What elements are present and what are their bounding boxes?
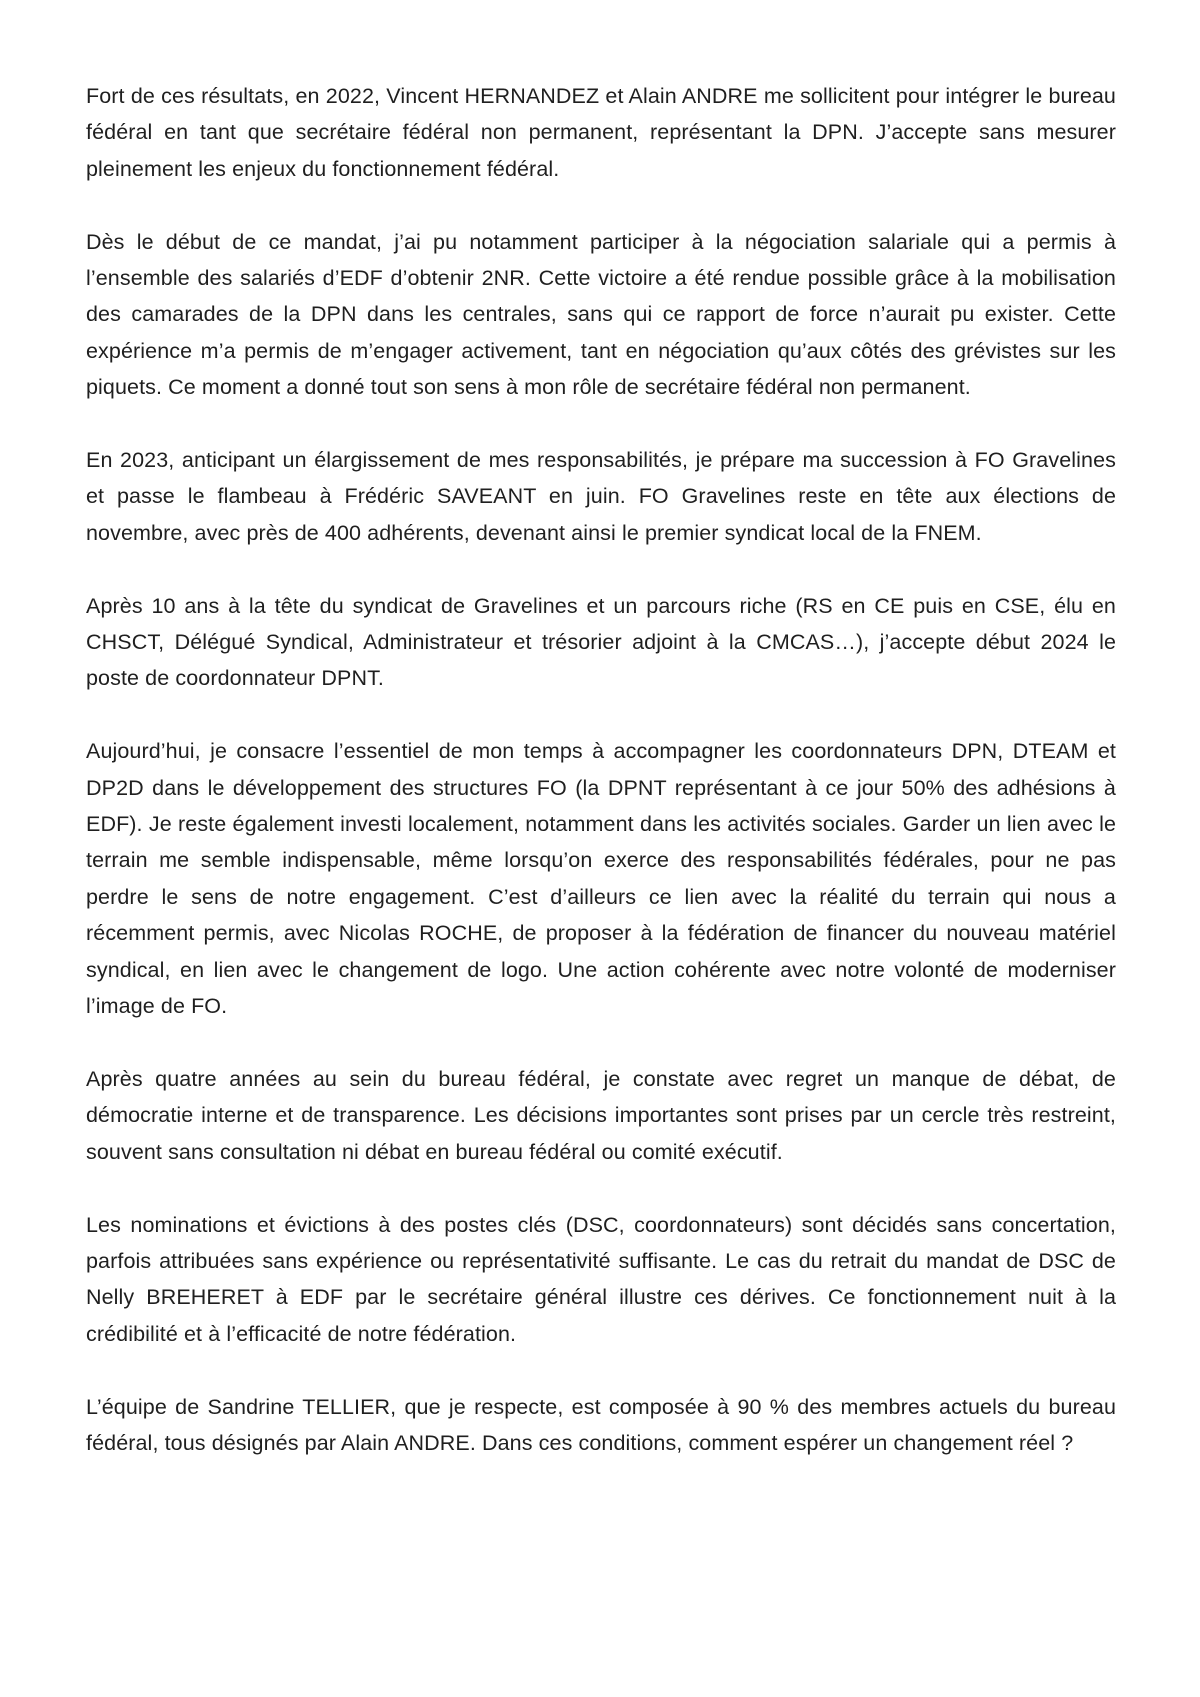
paragraph-8: L’équipe de Sandrine TELLIER, que je respecte, est composée à 90 % des membres actuels du bureau fédéral, tous désignés par Alain ANDRE. Dans ces conditions, comment espérer un changement réel ?: [86, 1394, 1116, 1455]
paragraph-2: Dès le début de ce mandat, j’ai pu notamment participer à la négociation salariale qui a permis à l’ensemble des salariés d’EDF d’obtenir 2NR. Cette victoire a été rendue possible grâce à la mobilisation des camarades de la DPN dans les centrales, sans qui ce rapport de force n’aurait pu exister. Cette expérience m’a permis de m’engager activement, tant en négociation qu’aux côtés des grévistes sur les piquets. Ce moment a donné tout son sens à mon rôle de secrétaire fédéral non permanent.: [86, 229, 1116, 400]
paragraph-7: Les nominations et évictions à des postes clés (DSC, coordonnateurs) sont décidés sans concertation, parfois attribuées sans expérience ou représentativité suffisante. Le cas du retrait du mandat de DSC de Nelly BREHERET à EDF par le secrétaire général illustre ces dérives. Ce fonctionnement nuit à la crédibilité et à l’efficacité de notre fédération.: [86, 1212, 1116, 1346]
paragraph-1: Fort de ces résultats, en 2022, Vincent HERNANDEZ et Alain ANDRE me sollicitent pour intégrer le bureau fédéral en tant que secrétaire fédéral non permanent, représentant la DPN. J’accepte sans mesurer pleinement les enjeux du fonctionnement fédéral.: [86, 84, 1116, 181]
paragraph-5: Aujourd’hui, je consacre l’essentiel de mon temps à accompagner les coordonnateurs DPN, DTEAM et DP2D dans le développement des structures FO (la DPNT représentant à ce jour 50% des adhésions à EDF). Je reste également investi localement, notamment dans les activités sociales. Garder un lien avec le terrain me semble indispensable, même lorsqu’on exerce des responsabilités fédérales, pour ne pas perdre le sens de notre engagement. C’est d’ailleurs ce lien avec la réalité du terrain qui nous a récemment permis, avec Nicolas ROCHE, de proposer à la fédération de financer du nouveau matériel syndical, en lien avec le changement de logo. Une action cohérente avec notre volonté de moderniser l’image de FO.: [86, 739, 1116, 1019]
paragraph-3: En 2023, anticipant un élargissement de mes responsabilités, je prépare ma succession à FO Gravelines et passe le flambeau à Frédéric SAVEANT en juin. FO Gravelines reste en tête aux élections de novembre, avec près de 400 adhérents, devenant ainsi le premier syndicat local de la FNEM.: [86, 448, 1116, 545]
paragraph-4: Après 10 ans à la tête du syndicat de Gravelines et un parcours riche (RS en CE puis en CSE, élu en CHSCT, Délégué Syndical, Administrateur et trésorier adjoint à la CMCAS…), j’accepte début 2024 le poste de coordonnateur DPNT.: [86, 593, 1116, 691]
paragraph-6: Après quatre années au sein du bureau fédéral, je constate avec regret un manque de débat, de démocratie interne et de transparence. Les décisions importantes sont prises par un cercle très restreint, souvent sans consultation ni débat en bureau fédéral ou comité exécutif.: [86, 1066, 1116, 1164]
document-body: [86, 78, 1116, 1498]
